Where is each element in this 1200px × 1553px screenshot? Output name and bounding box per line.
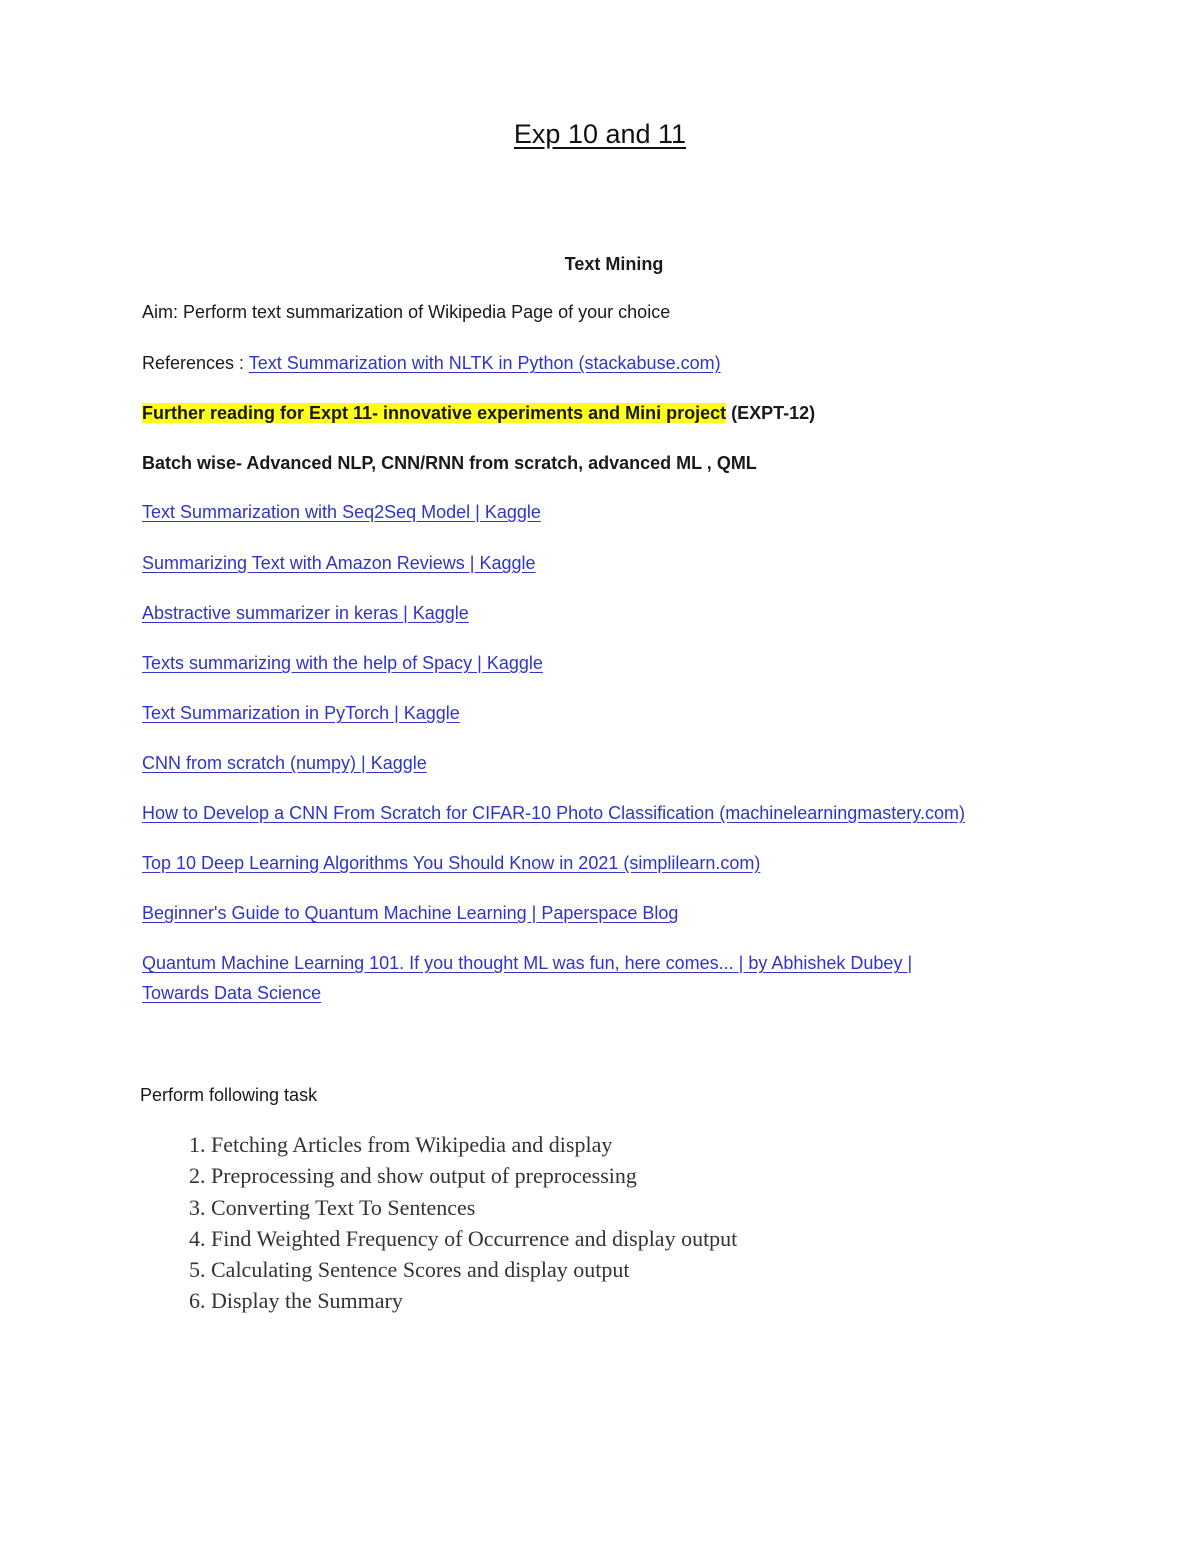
- link-item: [142, 798, 965, 828]
- link-item: [142, 598, 469, 628]
- paperspace-blog-link[interactable]: Beginner's Guide to Quantum Machine Learning | Paperspace Blog: [142, 903, 679, 923]
- task-list: [175, 1129, 737, 1317]
- task-item: 5. Calculating Sentence Scores and display output: [211, 1254, 737, 1285]
- link-item: [142, 848, 760, 878]
- cifar10-mlmastery-link[interactable]: How to Develop a CNN From Scratch for CIFAR-10 Photo Classification (machinelearningmastery.com): [142, 803, 965, 823]
- aim-text: Aim: Perform text summarization of Wikipedia Page of your choice: [142, 302, 671, 322]
- seq2seq-kaggle-link[interactable]: Text Summarization with Seq2Seq Model | Kaggle: [142, 502, 541, 522]
- qml-101-link-line2[interactable]: Towards Data Science: [142, 983, 322, 1003]
- section-subtitle: Text Mining: [564, 254, 664, 274]
- keras-summarizer-kaggle-link[interactable]: Abstractive summarizer in keras | Kaggle: [142, 603, 469, 623]
- further-reading-highlight: Further reading for Expt 11- innovative experiments and Mini project: [142, 403, 727, 423]
- task-item: 2. Preprocessing and show output of preprocessing: [211, 1160, 737, 1191]
- link-item: [142, 497, 541, 527]
- cnn-numpy-kaggle-link[interactable]: CNN from scratch (numpy) | Kaggle: [142, 753, 427, 773]
- qml-101-link-line1[interactable]: Quantum Machine Learning 101. If you thought ML was fun, here comes... | by Abhishek Dubey |: [142, 953, 913, 973]
- spacy-kaggle-link[interactable]: Texts summarizing with the help of Spacy | Kaggle: [142, 653, 543, 673]
- link-item: [142, 648, 543, 678]
- batch-wise-text: Batch wise- Advanced NLP, CNN/RNN from scratch, advanced ML , QML: [142, 453, 757, 473]
- link-item: [142, 948, 912, 978]
- link-item: [142, 698, 460, 728]
- link-item: [142, 978, 321, 1008]
- link-item: [142, 898, 678, 928]
- task-item: 1. Fetching Articles from Wikipedia and display: [211, 1129, 737, 1160]
- pytorch-kaggle-link[interactable]: Text Summarization in PyTorch | Kaggle: [142, 703, 460, 723]
- link-item: [142, 748, 427, 778]
- references-line: [142, 351, 721, 375]
- references-link[interactable]: Text Summarization with NLTK in Python (stackabuse.com): [248, 353, 721, 373]
- simplilearn-link[interactable]: Top 10 Deep Learning Algorithms You Should Know in 2021 (simplilearn.com): [142, 853, 761, 873]
- further-reading-line: [142, 401, 815, 425]
- task-item: 3. Converting Text To Sentences: [211, 1192, 737, 1223]
- task-item: 4. Find Weighted Frequency of Occurrence and display output: [211, 1223, 737, 1254]
- task-heading: Perform following task: [140, 1085, 318, 1105]
- link-item: [142, 548, 536, 578]
- page-title: Exp 10 and 11: [513, 119, 687, 149]
- task-item: 6. Display the Summary: [211, 1285, 737, 1316]
- amazon-reviews-kaggle-link[interactable]: Summarizing Text with Amazon Reviews | Kaggle: [142, 553, 536, 573]
- references-label: References :: [142, 353, 249, 373]
- further-reading-suffix: (EXPT-12): [726, 403, 816, 423]
